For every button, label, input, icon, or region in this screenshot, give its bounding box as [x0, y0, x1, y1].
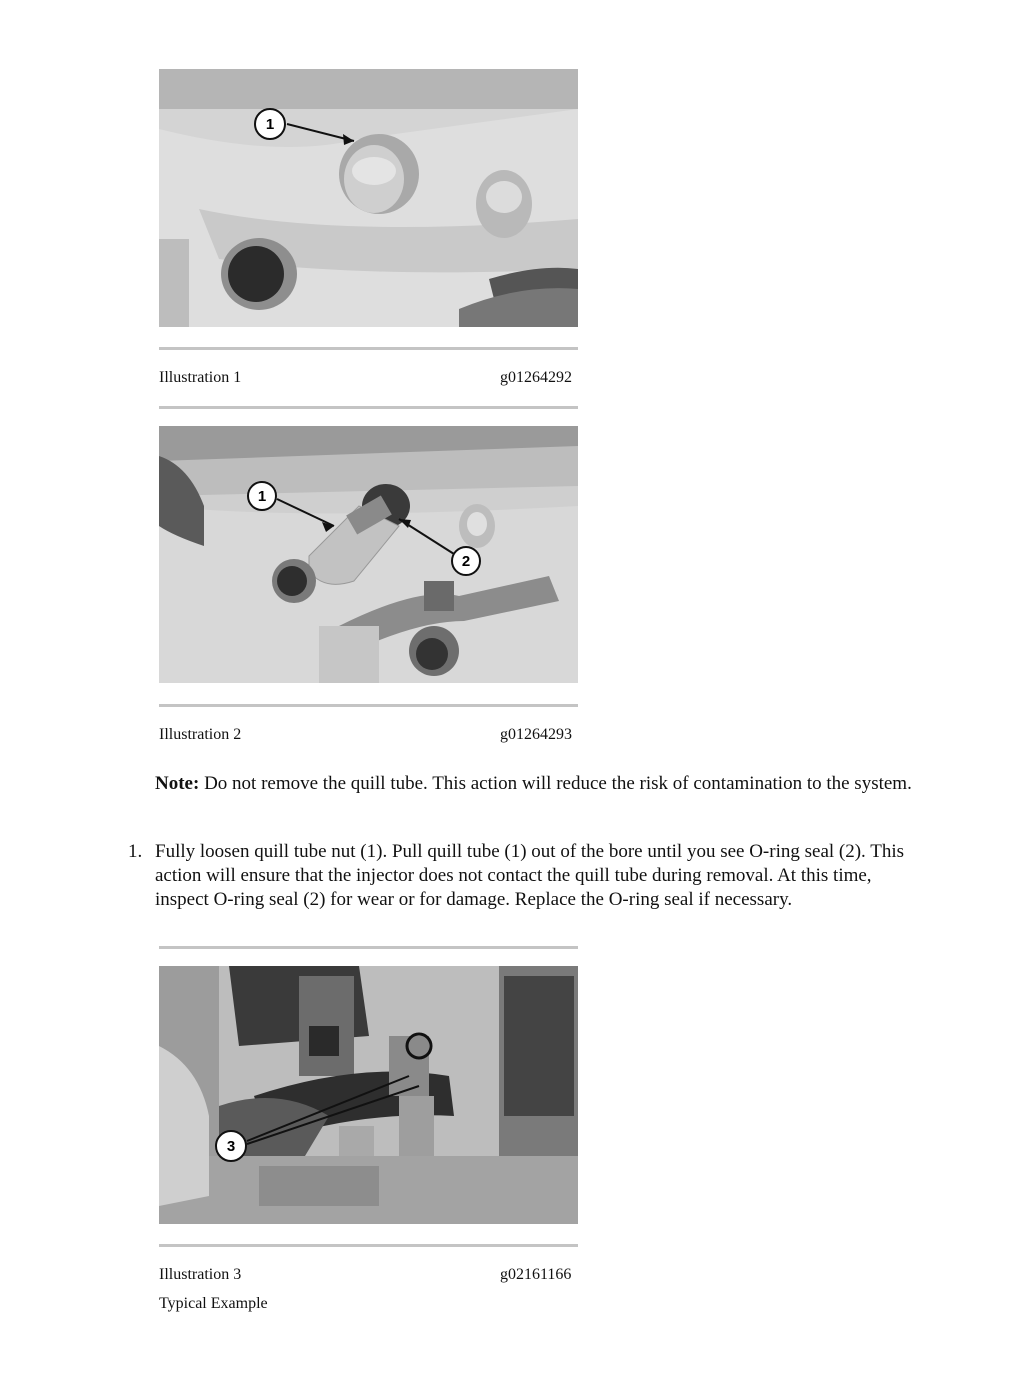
- illustration-label: Illustration 1: [159, 369, 242, 386]
- callout-1: 1: [257, 488, 267, 505]
- illustration-2-photo: [159, 426, 578, 683]
- graphic-id: g01264292: [500, 369, 572, 386]
- note-paragraph: [155, 772, 925, 796]
- note-label: Note:: [155, 773, 200, 794]
- illustration-label: Illustration 2: [159, 726, 242, 743]
- step-text: Fully loosen quill tube nut (1). Pull quill tube (1) out of the bore until you see O-ring seal (2). This action will ensure that the injector does not contact the quill tube during removal. At this time, inspect O-ring seal (2) for wear or for damage. Replace the O-ring seal if necessary.: [155, 841, 904, 910]
- engine-bore-photo-1: [159, 69, 578, 327]
- illustration-3-photo: [159, 966, 578, 1224]
- caption-bottom-rule: [159, 406, 578, 409]
- illustration-1-photo: [159, 69, 578, 327]
- graphic-id: g02161166: [500, 1266, 572, 1283]
- step-number: 1.: [128, 841, 143, 862]
- caption-top-rule: [159, 704, 578, 707]
- caption-top-rule: [159, 1244, 578, 1247]
- cylinder-head-photo-3: [159, 966, 578, 1224]
- callout-2: 2: [461, 553, 471, 570]
- illustration-label: Illustration 3: [159, 1266, 242, 1283]
- graphic-id: g01264293: [500, 726, 572, 743]
- note-text: Do not remove the quill tube. This action will reduce the risk of contamination to the system.: [199, 773, 912, 794]
- callout-1: 1: [265, 116, 275, 133]
- caption-top-rule: [159, 347, 578, 350]
- illustration-subcaption: Typical Example: [159, 1295, 268, 1312]
- quill-tube-photo-2: [159, 426, 578, 683]
- callout-3: 3: [226, 1138, 236, 1155]
- caption-top-rule: [159, 946, 578, 949]
